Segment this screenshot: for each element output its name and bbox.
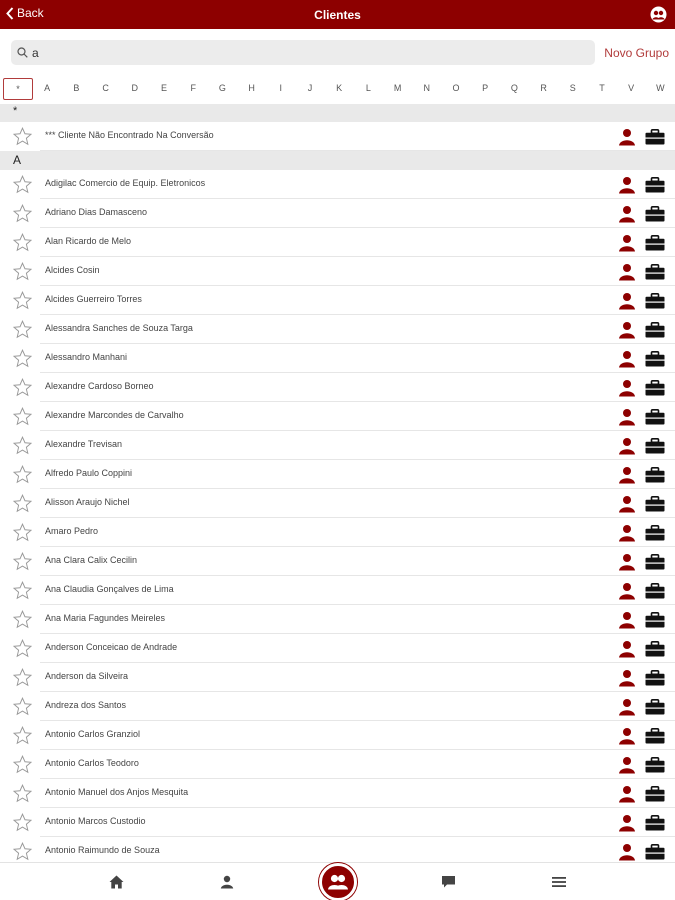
tab-menu[interactable] [544,863,574,900]
client-name: Antonio Carlos Teodoro [45,758,139,768]
alphabet-letter[interactable]: N [423,83,431,93]
alphabet-letter[interactable]: S [569,83,576,93]
alphabet-letter[interactable]: V [628,83,635,93]
client-name: Antonio Manuel dos Anjos Mesquita [45,787,189,797]
briefcase-icon[interactable] [645,699,665,715]
alphabet-letter[interactable]: O [452,83,460,93]
client-row[interactable] [0,576,675,605]
back-label: Back [17,6,44,20]
alphabet-letter[interactable]: T [599,83,605,93]
client-name: *** Cliente Não Encontrado Na Conversão [45,130,214,140]
star-icon[interactable] [13,639,32,658]
alphabet-index [0,78,675,100]
person-icon [220,875,234,889]
person-icon[interactable] [618,292,636,310]
person-icon[interactable] [618,611,636,629]
client-row[interactable] [0,779,675,808]
client-name: Anderson Conceicao de Andrade [45,642,178,652]
alphabet-letter[interactable]: B [73,83,80,93]
group-icon [327,873,349,891]
person-icon[interactable] [618,495,636,513]
briefcase-icon[interactable] [645,264,665,280]
star-icon[interactable] [13,813,32,832]
star-icon[interactable] [13,726,32,745]
client-name: Adriano Dias Damasceno [45,207,148,217]
person-icon[interactable] [618,437,636,455]
client-name: Alessandra Sanches de Souza Targa [45,323,193,333]
client-name: Ana Claudia Gonçalves de Lima [45,584,174,594]
briefcase-icon[interactable] [645,641,665,657]
person-icon[interactable] [618,727,636,745]
briefcase-icon[interactable] [645,612,665,628]
star-icon[interactable] [13,233,32,252]
briefcase-icon[interactable] [645,786,665,802]
search-box[interactable] [11,40,595,65]
person-icon[interactable] [618,379,636,397]
alphabet-letter[interactable]: K [336,83,343,93]
briefcase-icon[interactable] [645,525,665,541]
alphabet-letter[interactable]: A [44,83,51,93]
person-icon[interactable] [618,466,636,484]
search-input[interactable] [32,46,572,60]
star-icon[interactable] [13,494,32,513]
client-row[interactable] [0,547,675,576]
person-icon[interactable] [618,524,636,542]
person-icon[interactable] [618,205,636,223]
star-icon[interactable] [13,668,32,687]
alphabet-letter[interactable]: L [365,83,371,93]
person-icon[interactable] [618,128,636,146]
briefcase-icon[interactable] [645,467,665,483]
client-row[interactable] [0,257,675,286]
briefcase-icon[interactable] [645,815,665,831]
briefcase-icon[interactable] [645,322,665,338]
briefcase-icon[interactable] [645,670,665,686]
briefcase-icon[interactable] [645,293,665,309]
alphabet-letter[interactable]: W [656,83,665,93]
briefcase-icon[interactable] [645,496,665,512]
client-name: Antonio Marcos Custodio [45,816,146,826]
person-icon[interactable] [618,350,636,368]
client-name: Adigilac Comercio de Equip. Eletronicos [45,178,206,188]
client-name: Alexandre Trevisan [45,439,123,449]
group-icon[interactable] [650,6,667,23]
briefcase-icon[interactable] [645,844,665,860]
person-icon[interactable] [618,553,636,571]
client-name: Andreza dos Santos [45,700,127,710]
star-icon[interactable] [13,378,32,397]
star-icon[interactable] [13,610,32,629]
briefcase-icon[interactable] [645,380,665,396]
client-row[interactable] [0,692,675,721]
section-header: * [0,104,675,122]
star-icon[interactable] [13,523,32,542]
tab-clients[interactable] [319,863,357,900]
client-name: Ana Maria Fagundes Meireles [45,613,166,623]
person-icon[interactable] [618,669,636,687]
client-name: Anderson da Silveira [45,671,129,681]
client-name: Alessandro Manhani [45,352,128,362]
briefcase-icon[interactable] [645,409,665,425]
star-icon[interactable] [13,552,32,571]
star-icon[interactable] [13,349,32,368]
alphabet-letter[interactable]: R [540,83,547,93]
client-name: Alexandre Cardoso Borneo [45,381,154,391]
alphabet-letter[interactable]: C [102,83,109,93]
person-icon[interactable] [618,321,636,339]
client-name: Alfredo Paulo Coppini [45,468,133,478]
star-icon[interactable] [13,204,32,223]
home-icon [109,875,124,889]
alphabet-letter[interactable]: G [218,83,226,93]
star-icon[interactable] [13,407,32,426]
client-row[interactable] [0,634,675,663]
star-icon[interactable] [13,291,32,310]
star-icon[interactable] [13,175,32,194]
section-header: A [0,151,675,170]
client-row[interactable] [0,489,675,518]
search-icon [17,47,28,58]
client-row[interactable] [0,605,675,634]
star-icon[interactable] [13,784,32,803]
star-icon[interactable] [13,436,32,455]
chat-icon [441,875,456,889]
person-icon[interactable] [618,785,636,803]
alphabet-letter[interactable]: I [279,83,283,93]
person-icon[interactable] [618,756,636,774]
client-name: Alcides Guerreiro Torres [45,294,142,304]
client-name: Alisson Araujo Nichel [45,497,130,507]
star-icon[interactable] [13,465,32,484]
alphabet-letter[interactable]: * [3,78,33,100]
client-name: Ana Clara Calix Cecilin [45,555,138,565]
client-row[interactable] [0,750,675,779]
client-row[interactable] [0,344,675,373]
person-icon[interactable] [618,640,636,658]
client-name: Amaro Pedro [45,526,99,536]
menu-icon [552,876,566,888]
briefcase-icon[interactable] [645,206,665,222]
client-name: Alcides Cosin [45,265,100,275]
star-icon[interactable] [13,127,32,146]
alphabet-letter[interactable]: H [248,83,255,93]
person-icon[interactable] [618,408,636,426]
page-title: Clientes [314,8,361,22]
person-icon[interactable] [618,814,636,832]
alphabet-letter[interactable]: Q [510,83,518,93]
client-row[interactable] [0,122,675,151]
briefcase-icon[interactable] [645,177,665,193]
alphabet-letter[interactable]: D [131,83,139,93]
briefcase-icon[interactable] [645,129,665,145]
client-row[interactable] [0,199,675,228]
client-row[interactable] [0,170,675,199]
tab-bar [0,862,675,900]
star-icon[interactable] [13,842,32,861]
client-row[interactable] [0,518,675,547]
person-icon[interactable] [618,698,636,716]
star-icon[interactable] [13,581,32,600]
alphabet-letter[interactable]: J [307,83,313,93]
person-icon[interactable] [618,234,636,252]
client-row[interactable] [0,315,675,344]
client-row[interactable] [0,373,675,402]
client-name: Antonio Carlos Granziol [45,729,141,739]
person-icon[interactable] [618,843,636,861]
person-icon[interactable] [618,263,636,281]
client-row[interactable] [0,228,675,257]
search-row [0,29,675,76]
alphabet-letter[interactable]: F [190,83,196,93]
alphabet-letter[interactable]: E [160,83,167,93]
navigation-bar [0,0,675,29]
tab-messages[interactable] [433,863,463,900]
star-icon[interactable] [13,755,32,774]
client-row[interactable] [0,721,675,750]
client-row[interactable] [0,402,675,431]
briefcase-icon[interactable] [645,235,665,251]
star-icon[interactable] [13,262,32,281]
client-name: Alexandre Marcondes de Carvalho [45,410,184,420]
client-row[interactable] [0,431,675,460]
alphabet-letter[interactable]: P [482,83,489,93]
briefcase-icon[interactable] [645,351,665,367]
client-row[interactable] [0,808,675,837]
client-row[interactable] [0,663,675,692]
briefcase-icon[interactable] [645,583,665,599]
person-icon[interactable] [618,176,636,194]
client-name: Alan Ricardo de Melo [45,236,132,246]
star-icon[interactable] [13,697,32,716]
briefcase-icon[interactable] [645,438,665,454]
tab-home[interactable] [101,863,131,900]
alphabet-letter[interactable]: M [393,83,402,93]
person-icon[interactable] [618,582,636,600]
briefcase-icon[interactable] [645,554,665,570]
briefcase-icon[interactable] [645,757,665,773]
client-row[interactable] [0,460,675,489]
client-name: Antonio Raimundo de Souza [45,845,160,855]
client-row[interactable] [0,286,675,315]
briefcase-icon[interactable] [645,728,665,744]
tab-profile[interactable] [212,863,242,900]
star-icon[interactable] [13,320,32,339]
new-group-button[interactable]: Novo Grupo [604,46,669,60]
